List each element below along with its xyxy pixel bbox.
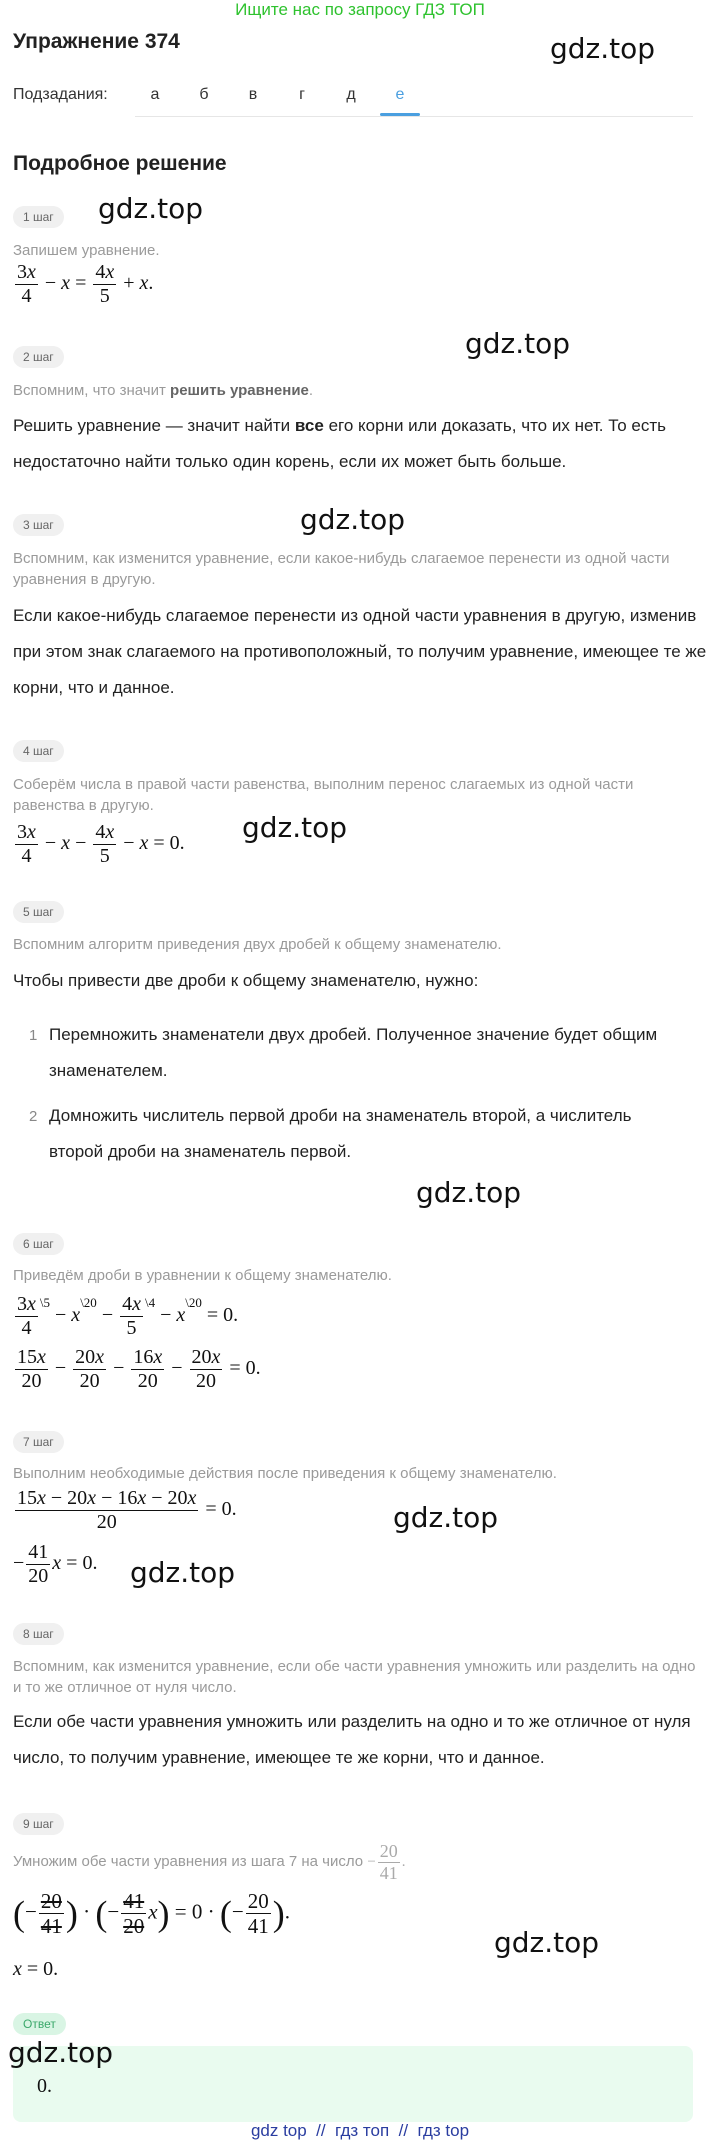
watermark: gdz.top (130, 1556, 236, 1589)
watermark: gdz.top (393, 1501, 499, 1534)
list-item: Перемножить знаменатели двух дробей. Полученное значение будет общим знаменателем. (49, 1025, 658, 1080)
step-badge: 7 шаг (13, 1431, 64, 1453)
step-badge: 6 шаг (13, 1233, 64, 1255)
footer-links[interactable]: gdz top // гдз топ // гдз top (250, 2121, 470, 2140)
subtask-tab-a[interactable]: а (150, 86, 160, 103)
watermark: gdz.top (416, 1176, 522, 1209)
watermark: gdz.top (300, 503, 406, 536)
watermark: gdz.top (242, 811, 348, 844)
step-text: Если какое-нибудь слагаемое перенести из одной части уравнения в другую, изменив при этом знак слагаемого на противоположный, то получим уравнение, имеющее те же корни, что и данное. (13, 606, 707, 697)
active-tab-indicator (380, 113, 420, 116)
subtask-tab-g[interactable]: г (299, 86, 305, 103)
answer-value: 0. (37, 2075, 52, 2097)
watermark: gdz.top (8, 2036, 114, 2069)
top-banner: Ищите нас по запросу ГДЗ ТОП (235, 0, 485, 19)
step-hint: Вспомним, как изменится уравнение, если обе части уравнения умножить или разделить на одно и то же отличное от нуля число. (13, 1658, 696, 1696)
step-hint: Умножим обе части уравнения из шага 7 на число − $\frac{20}{41}$ . (13, 1841, 406, 1883)
step-text: Решить уравнение — значит найти все его корни или доказать, что их нет. То есть недостаточно найти только один корень, если их может быть больше. (13, 416, 667, 471)
step-hint: Запишем уравнение. (13, 242, 160, 259)
step-text: Чтобы привести две дроби к общему знаменателю, нужно: (13, 971, 479, 990)
step-hint: Вспомним алгоритм приведения двух дробей к общему знаменателю. (13, 936, 502, 953)
step-badge: 2 шаг (13, 346, 64, 368)
subtasks-label: Подзадания: (13, 86, 108, 103)
watermark: gdz.top (465, 327, 571, 360)
equation-result: x = 0. (13, 1958, 59, 1980)
equation-step-7b: − $\frac{41}{20}$ x = 0. (13, 1541, 98, 1587)
step-badge: 8 шаг (13, 1623, 64, 1645)
step-badge: 3 шаг (13, 514, 64, 536)
subtasks-divider (135, 116, 693, 117)
list-item: Домножить числитель первой дроби на знаменатель второй, а числитель второй дроби на знаменатель первой. (49, 1106, 632, 1161)
subtask-tab-d[interactable]: д (346, 86, 356, 103)
equation-step-1: $\frac{3x}{4}$ − x = $\frac{4x}{5}$ + x. (17, 261, 154, 307)
equation-step-6a: $\frac{3x}{4}$ $^{\backslash 5} - x^{\backslash 20}$ − $\frac{4x}{5}$ $^{\backslash 4} - x^{\backslash 20} = 0$. (17, 1293, 239, 1339)
subtask-tab-v[interactable]: в (248, 86, 258, 103)
subtask-tab-b[interactable]: б (199, 86, 209, 103)
step-badge: 9 шаг (13, 1813, 64, 1835)
equation-step-9: (− $\frac{20}{41}$ ) · (− $\frac{41}{20}$ x) = 0 · (− $\frac{20}{41}$ ). (13, 1889, 290, 1939)
section-title: Подробное решение (13, 152, 227, 175)
answer-badge: Ответ (13, 2013, 66, 2035)
step-hint: Выполним необходимые действия после приведения к общему знаменателю. (13, 1465, 557, 1482)
list-number: 2 (29, 1108, 38, 1125)
equation-step-4: $\frac{3x}{4}$ − x − $\frac{4x}{5}$ − x = 0. (17, 821, 185, 867)
step-hint: Вспомним, что значит решить уравнение. (13, 382, 314, 399)
equation-step-7a: $\frac{15x - 20x - 16x - 20x}{20}$ = 0. (17, 1487, 237, 1533)
step-hint: Соберём числа в правой части равенства, выполним перенос слагаемых из одной части равенства в другую. (13, 776, 634, 814)
subtask-tab-e[interactable]: е (395, 86, 405, 103)
step-hint: Вспомним, как изменится уравнение, если какое-нибудь слагаемое перенести из одной части уравнения в другую. (13, 550, 670, 588)
list-number: 1 (29, 1027, 38, 1044)
step-hint: Приведём дроби в уравнении к общему знаменателю. (13, 1267, 392, 1284)
step-badge: 4 шаг (13, 740, 64, 762)
step-text: Если обе части уравнения умножить или разделить на одно и то же отличное от нуля число, то получим уравнение, имеющее те же корни, что и данное. (13, 1712, 691, 1767)
page-title: Упражнение 374 (13, 30, 180, 53)
watermark: gdz.top (550, 32, 656, 65)
step-badge: 5 шаг (13, 901, 64, 923)
watermark: gdz.top (98, 192, 204, 225)
watermark: gdz.top (494, 1926, 600, 1959)
equation-step-6b: $\frac{15x}{20}$ − $\frac{20x}{20}$ − $\frac{16x}{20}$ − $\frac{20x}{20}$ = 0. (17, 1346, 261, 1392)
answer-box (13, 2046, 693, 2122)
step-badge: 1 шаг (13, 206, 64, 228)
